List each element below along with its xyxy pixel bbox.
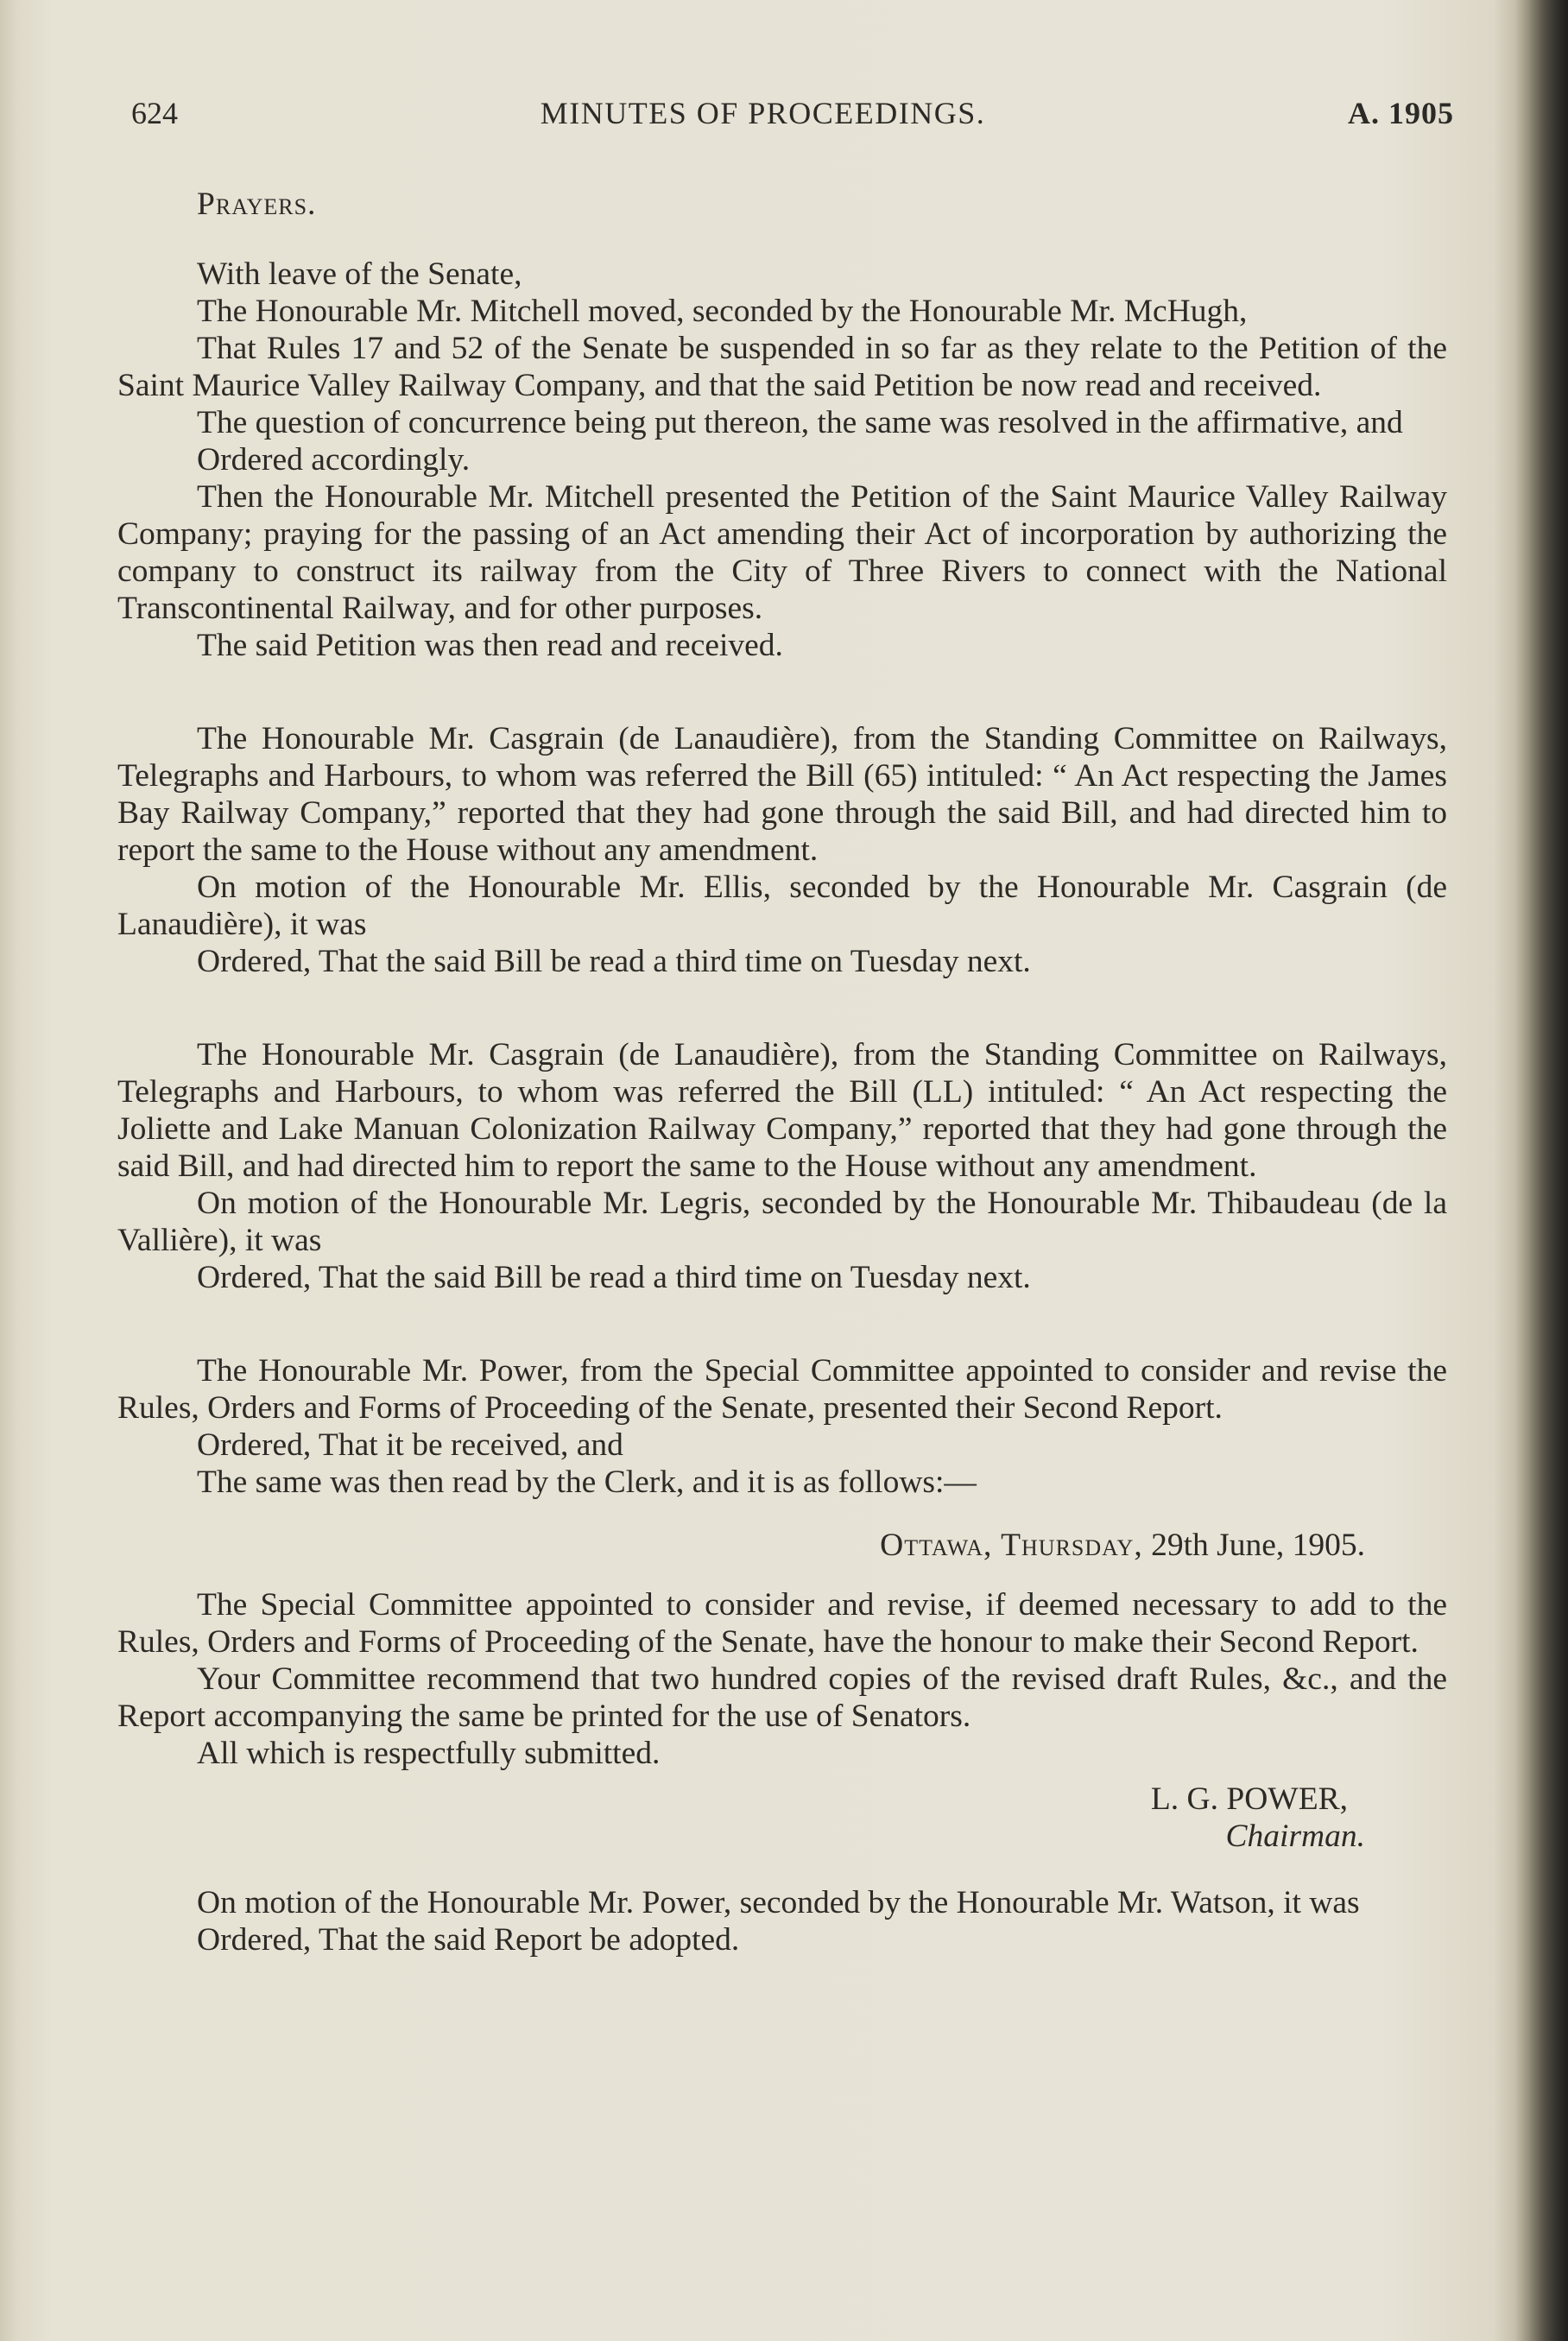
paragraph: On motion of the Honourable Mr. Legris, seconded by the Honourable Mr. Thibaudeau (de la Vallière), it was <box>117 1186 1447 1258</box>
report-dateline <box>117 1527 1365 1564</box>
paragraph: That Rules 17 and 52 of the Senate be suspended in so far as they relate to the Petition of the Saint Maurice Valley Railway Company, and that the said Petition be now read and received. <box>117 331 1447 403</box>
paragraph: On motion of the Honourable Mr. Ellis, seconded by the Honourable Mr. Casgrain (de Lanaudière), it was <box>117 870 1447 942</box>
report-signature: L. G. POWER, <box>1150 1781 1348 1817</box>
report-paragraph: The Special Committee appointed to consider and revise, if deemed necessary to add to the Rules, Orders and Forms of Proceeding of the Senate, have the honour to make their Second Report. <box>117 1587 1447 1660</box>
paragraph: The Honourable Mr. Power, from the Special Committee appointed to consider and revise the Rules, Orders and Forms of Proceeding of the Senate, presented their Second Report. <box>117 1353 1447 1426</box>
running-header <box>131 95 1454 132</box>
petition-section <box>117 256 1447 664</box>
page-number: 624 <box>131 96 178 130</box>
paragraph: The question of concurrence being put thereon, the same was resolved in the affirmative, and <box>197 405 1403 440</box>
paragraph: Ordered accordingly. <box>197 442 471 478</box>
adoption-section <box>117 1884 1447 1958</box>
report-signature-title: Chairman. <box>1225 1819 1365 1854</box>
dateline-place: Ottawa, Thursday, <box>880 1528 1143 1563</box>
report-paragraph: Your Committee recommend that two hundred copies of the revised draft Rules, &c., and the Report accompanying the same be printed for the use of Senators. <box>117 1661 1447 1734</box>
text-column <box>117 95 1454 1958</box>
paragraph: The Honourable Mr. Casgrain (de Lanaudière), from the Standing Committee on Railways, Telegraphs and Harbours, to whom was referred the Bill (LL) intituled: “ An Act respecting the Joliette and Lake Manuan Colonization Railway Company,” reported that they had gone through the said Bill, and had directed him to report the same to the House without any amendment. <box>117 1037 1447 1184</box>
paragraph: The Honourable Mr. Casgrain (de Lanaudière), from the Standing Committee on Railways, Telegraphs and Harbours, to whom was referred the Bill (65) intituled: “ An Act respecting the James Bay Railway Company,” reported that they had gone through the said Bill, and had directed him to report the same to the House without any amendment. <box>117 721 1447 868</box>
paragraph: The same was then read by the Clerk, and it is as follows:— <box>197 1465 977 1500</box>
book-spine-shadow <box>1515 0 1568 2341</box>
paragraph: With leave of the Senate, <box>197 256 522 292</box>
rules-report-section <box>117 1352 1447 1501</box>
report-paragraph: All which is respectfully submitted. <box>197 1736 661 1771</box>
paragraph: Ordered, That the said Bill be read a third time on Tuesday next. <box>197 1260 1031 1295</box>
paragraph: The Honourable Mr. Mitchell moved, seconded by the Honourable Mr. McHugh, <box>197 294 1248 329</box>
paragraph: Ordered, That the said Report be adopted. <box>197 1922 740 1958</box>
running-title: MINUTES OF PROCEEDINGS. <box>540 96 986 130</box>
paragraph: On motion of the Honourable Mr. Power, seconded by the Honourable Mr. Watson, it was <box>197 1885 1360 1920</box>
committee-report <box>117 1527 1447 1855</box>
paragraph: Ordered, That it be received, and <box>197 1427 623 1463</box>
paragraph: The said Petition was then read and received. <box>197 628 783 663</box>
james-bay-bill-section <box>117 720 1447 980</box>
paragraph: Then the Honourable Mr. Mitchell presented the Petition of the Saint Maurice Valley Railway Company; praying for the passing of an Act amending their Act of incorporation by authorizing the company to construct its railway from the City of Three Rivers to connect with the National Transcontinental Railway, and for other purposes. <box>117 479 1447 626</box>
paragraph: Ordered, That the said Bill be read a third time on Tuesday next. <box>197 944 1031 979</box>
session-year: A. 1905 <box>1347 96 1454 130</box>
prayers-heading: Prayers. <box>197 187 317 222</box>
joliette-bill-section <box>117 1036 1447 1296</box>
dateline-date: 29th June, 1905. <box>1151 1528 1365 1563</box>
